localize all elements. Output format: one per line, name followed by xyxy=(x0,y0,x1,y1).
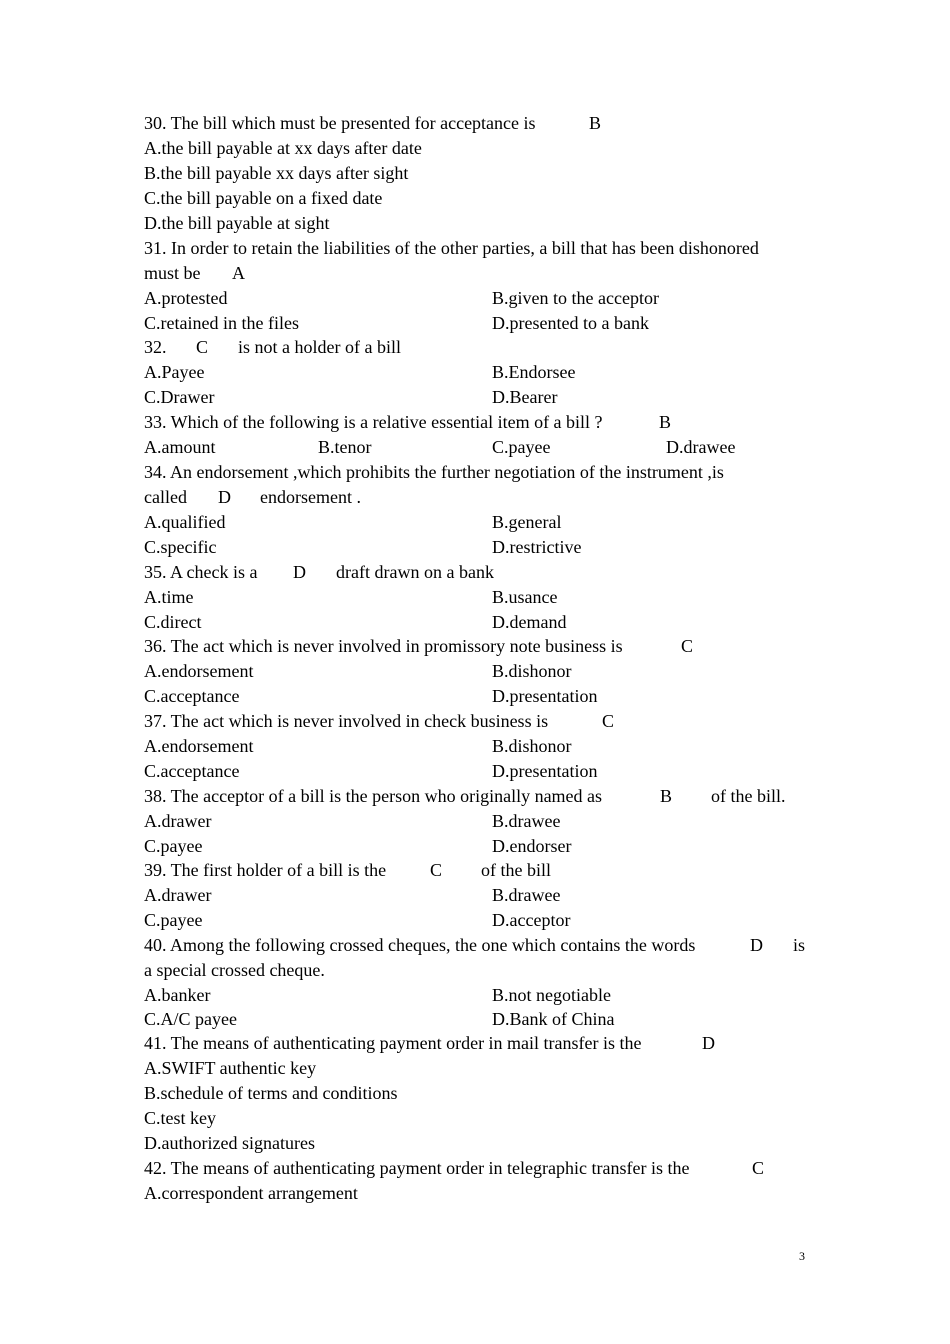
q32-answer: C xyxy=(196,337,209,357)
q37-option-c: C.acceptance xyxy=(144,761,240,781)
q35-option-a: A.time xyxy=(144,587,194,607)
q40-option-a: A.banker xyxy=(144,985,211,1005)
q41-option-c: C.test key xyxy=(144,1108,216,1128)
q40-text: 40. Among the following crossed cheques, the one which contains the words xyxy=(144,935,696,955)
q39-text: 39. The first holder of a bill is the xyxy=(144,860,387,880)
q37-option-b: B.dishonor xyxy=(492,736,572,756)
q41-answer: D xyxy=(702,1033,715,1053)
q32-text: is not a holder of a bill xyxy=(238,337,401,357)
q32-option-b: B.Endorsee xyxy=(492,362,576,382)
q34-text-end: endorsement . xyxy=(260,487,361,507)
q39-answer: C xyxy=(430,860,443,880)
q38-answer: B xyxy=(660,786,673,806)
q34-option-d: D.restrictive xyxy=(492,537,582,557)
q36-option-d: D.presentation xyxy=(492,686,598,706)
q36-option-c: C.acceptance xyxy=(144,686,240,706)
q41-option-d: D.authorized signatures xyxy=(144,1133,315,1153)
q32-option-d: D.Bearer xyxy=(492,387,558,407)
q40-option-d: D.Bank of China xyxy=(492,1009,615,1029)
q36-option-a: A.endorsement xyxy=(144,661,254,681)
q40-option-b: B.not negotiable xyxy=(492,985,611,1005)
q41-option-b: B.schedule of terms and conditions xyxy=(144,1083,398,1103)
q31-text: 31. In order to retain the liabilities of the other parties, a bill that has been dishonored xyxy=(144,238,759,258)
q30-option-d: D.the bill payable at sight xyxy=(144,213,330,233)
page-number: 3 xyxy=(799,1249,805,1263)
q33-answer: B xyxy=(659,412,672,432)
q33-text: 33. Which of the following is a relative essential item of a bill ? xyxy=(144,412,603,432)
q40-text-cont: a special crossed cheque. xyxy=(144,960,325,980)
q39-option-c: C.payee xyxy=(144,910,203,930)
q35-option-d: D.demand xyxy=(492,612,567,632)
q35-option-b: B.usance xyxy=(492,587,558,607)
q38-text-end: of the bill. xyxy=(711,786,786,806)
q35-option-c: C.direct xyxy=(144,612,202,632)
q30-option-c: C.the bill payable on a fixed date xyxy=(144,188,383,208)
q34-option-c: C.specific xyxy=(144,537,217,557)
q39-option-d: D.acceptor xyxy=(492,910,571,930)
q36-text: 36. The act which is never involved in promissory note business is xyxy=(144,636,623,656)
q32-number: 32. xyxy=(144,337,167,357)
q40-option-c: C.A/C payee xyxy=(144,1009,237,1029)
q41-option-a: A.SWIFT authentic key xyxy=(144,1058,317,1078)
q42-answer: C xyxy=(752,1158,765,1178)
q40-answer: D xyxy=(750,935,763,955)
q33-option-a: A.amount xyxy=(144,437,216,457)
q30-option-b: B.the bill payable xx days after sight xyxy=(144,163,409,183)
q31-option-d: D.presented to a bank xyxy=(492,313,649,333)
q32-option-c: C.Drawer xyxy=(144,387,215,407)
q37-option-a: A.endorsement xyxy=(144,736,254,756)
q40-text-end: is xyxy=(793,935,806,955)
q34-option-a: A.qualified xyxy=(144,512,226,532)
q36-option-b: B.dishonor xyxy=(492,661,572,681)
q38-option-d: D.endorser xyxy=(492,836,572,856)
q35-text-end: draft drawn on a bank xyxy=(336,562,494,582)
q39-option-b: B.drawee xyxy=(492,885,561,905)
q42-option-a: A.correspondent arrangement xyxy=(144,1183,358,1203)
q38-option-b: B.drawee xyxy=(492,811,561,831)
q41-text: 41. The means of authenticating payment order in mail transfer is the xyxy=(144,1033,642,1053)
q38-text: 38. The acceptor of a bill is the person who originally named as xyxy=(144,786,603,806)
q34-text: 34. An endorsement ,which prohibits the further negotiation of the instrument ,is xyxy=(144,462,724,482)
q30-option-a: A.the bill payable at xx days after date xyxy=(144,138,422,158)
q30-answer: B xyxy=(589,113,602,133)
q42-text: 42. The means of authenticating payment order in telegraphic transfer is the xyxy=(144,1158,690,1178)
q31-text-cont: must be xyxy=(144,263,201,283)
q31-option-c: C.retained in the files xyxy=(144,313,299,333)
q34-text-cont: called xyxy=(144,487,187,507)
q37-answer: C xyxy=(602,711,615,731)
q39-option-a: A.drawer xyxy=(144,885,212,905)
q35-text: 35. A check is a xyxy=(144,562,258,582)
q30-text: 30. The bill which must be presented for acceptance is xyxy=(144,113,536,133)
q38-option-a: A.drawer xyxy=(144,811,212,831)
q34-option-b: B.general xyxy=(492,512,562,532)
q33-option-c: C.payee xyxy=(492,437,551,457)
q37-text: 37. The act which is never involved in check business is xyxy=(144,711,549,731)
q31-option-a: A.protested xyxy=(144,288,228,308)
q35-answer: D xyxy=(293,562,306,582)
q38-option-c: C.payee xyxy=(144,836,203,856)
q31-answer: A xyxy=(232,263,245,283)
q37-option-d: D.presentation xyxy=(492,761,598,781)
q31-option-b: B.given to the acceptor xyxy=(492,288,659,308)
q32-option-a: A.Payee xyxy=(144,362,205,382)
q33-option-b: B.tenor xyxy=(318,437,372,457)
q33-option-d: D.drawee xyxy=(666,437,736,457)
q36-answer: C xyxy=(681,636,694,656)
q34-answer: D xyxy=(218,487,231,507)
q39-text-end: of the bill xyxy=(481,860,551,880)
